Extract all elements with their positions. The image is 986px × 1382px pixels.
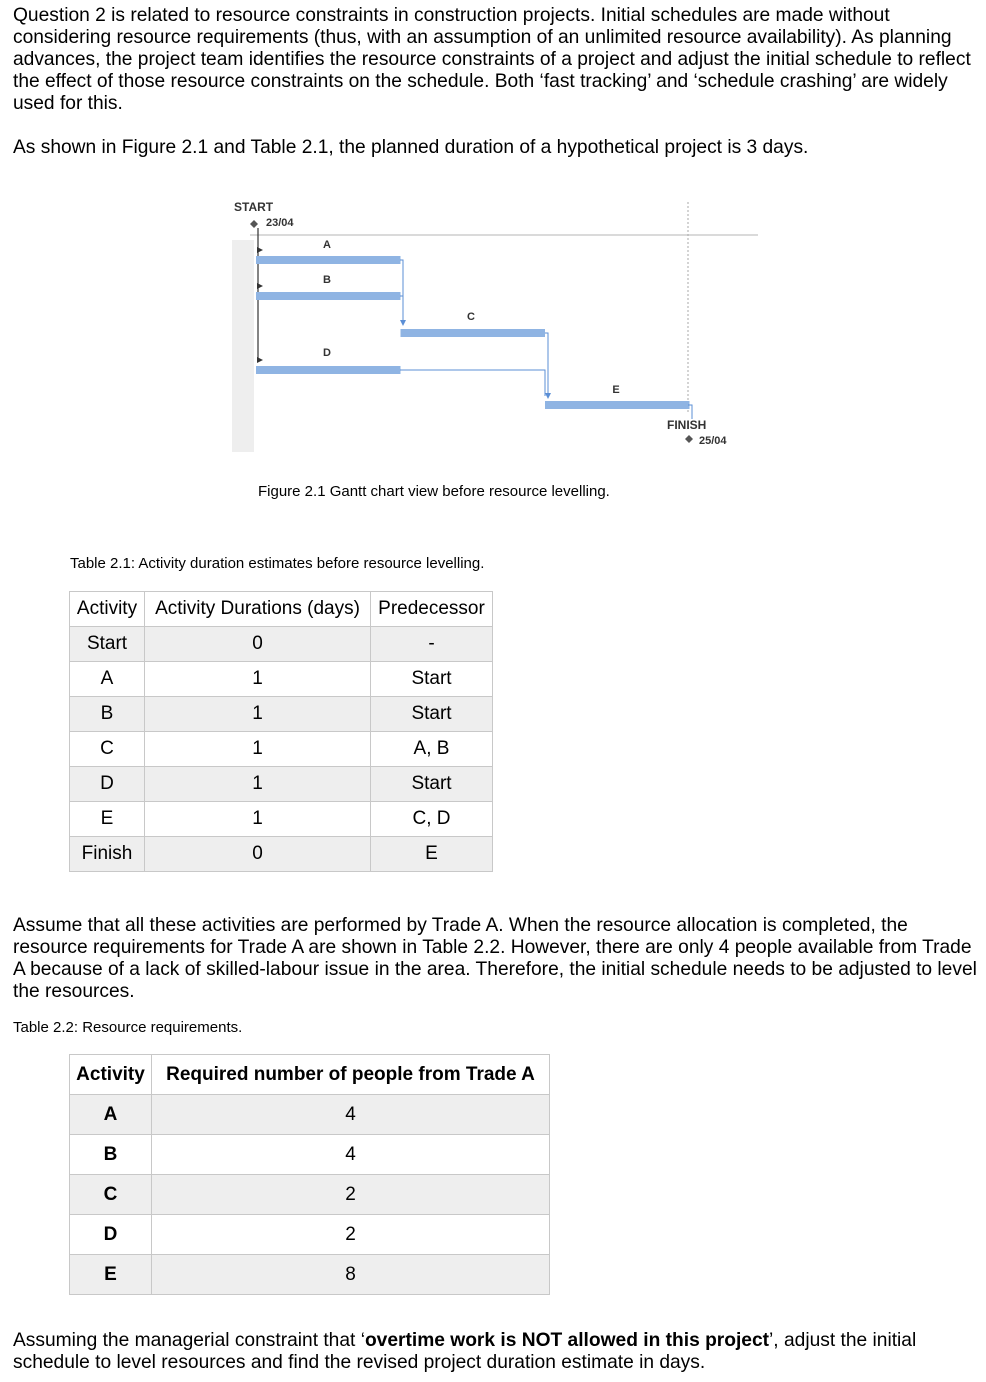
table-cell: D	[70, 767, 145, 802]
start-column-shade	[232, 240, 254, 452]
table-cell: 0	[145, 627, 371, 662]
start-milestone-icon	[250, 220, 258, 228]
link-d-e	[400, 370, 545, 396]
finish-label: FINISH	[667, 418, 707, 432]
table-cell: Start	[371, 767, 493, 802]
task-label-c: C	[467, 311, 475, 323]
table-row	[70, 767, 493, 802]
table-cell: B	[70, 697, 145, 732]
table-cell: E	[70, 1255, 152, 1295]
table-row	[70, 1215, 550, 1255]
table-cell: D	[70, 1215, 152, 1255]
start-label: START	[234, 200, 274, 214]
table2-header-required: Required number of people from Trade A	[152, 1055, 550, 1095]
gantt-bar-e	[545, 401, 690, 409]
table-cell: B	[70, 1135, 152, 1175]
table-row	[70, 802, 493, 837]
final-text-after: ’, adjust the initial schedule to level resources and find the revised project duration estimate in days.	[13, 1330, 917, 1373]
task-label-d: D	[323, 347, 331, 359]
table-cell: 1	[145, 697, 371, 732]
table-row	[70, 627, 493, 662]
final-question	[13, 1330, 978, 1374]
gantt-chart	[0, 190, 986, 490]
activity-duration-table	[69, 591, 493, 872]
table-cell: A	[70, 662, 145, 697]
figure-caption: Figure 2.1 Gantt chart view before resource levelling.	[258, 483, 610, 500]
table-cell: A, B	[371, 732, 493, 767]
table-row	[70, 837, 493, 872]
table-row	[70, 1175, 550, 1215]
table-row	[70, 1255, 550, 1295]
table-cell: E	[371, 837, 493, 872]
table-cell: E	[70, 802, 145, 837]
final-text-bold: overtime work is NOT allowed in this project	[364, 1330, 770, 1351]
table-cell: 4	[152, 1095, 550, 1135]
table-cell: Start	[70, 627, 145, 662]
table-cell: 1	[145, 767, 371, 802]
table-cell: C	[70, 1175, 152, 1215]
gantt-bar-a	[256, 256, 401, 264]
table-cell: 2	[152, 1215, 550, 1255]
gantt-bar-d	[256, 366, 401, 374]
finish-date: 25/04	[699, 435, 727, 447]
task-label-a: A	[323, 239, 331, 251]
table-cell: Finish	[70, 837, 145, 872]
table-cell: 1	[145, 662, 371, 697]
table2-caption: Table 2.2: Resource requirements.	[13, 1019, 243, 1036]
table-row	[70, 697, 493, 732]
task-label-e: E	[612, 384, 620, 396]
table-cell: C, D	[371, 802, 493, 837]
table-row	[70, 1095, 550, 1135]
table-row	[70, 1135, 550, 1175]
gantt-bar-b	[256, 292, 401, 300]
resource-requirements-table	[69, 1054, 550, 1295]
table-cell: 0	[145, 837, 371, 872]
intro-paragraph: Question 2 is related to resource constraints in construction projects. Initial schedules are made without considering resource requirements (thus, with an assumption of an unlimited resource availability). As planning advances, the project team identifies the resource constraints of a project and adjust the initial schedule to reflect the effect of those resource constraints on the schedule. Both ‘fast tracking’ and ‘schedule crashing’ are widely used for this.	[13, 5, 971, 114]
finish-milestone-icon	[685, 435, 693, 443]
table-cell: Start	[371, 697, 493, 732]
start-date: 23/04	[266, 217, 294, 229]
table-cell: 4	[152, 1135, 550, 1175]
table-cell: 1	[145, 732, 371, 767]
table1-header-duration: Activity Durations (days)	[145, 592, 371, 627]
link-a-c	[400, 260, 403, 323]
table-row	[70, 732, 493, 767]
table1-header-predecessor: Predecessor	[371, 592, 493, 627]
gantt-bar-c	[401, 329, 546, 337]
table2-header-activity: Activity	[70, 1055, 152, 1095]
project-duration-statement: As shown in Figure 2.1 and Table 2.1, the planned duration of a hypothetical project is 3 days.	[13, 137, 809, 158]
table1-header-activity: Activity	[70, 592, 145, 627]
table1-caption: Table 2.1: Activity duration estimates before resource levelling.	[70, 555, 485, 572]
table-cell: Start	[371, 662, 493, 697]
final-text-before: Assuming the managerial constraint that ‘	[13, 1330, 365, 1351]
table-cell: -	[371, 627, 493, 662]
table-cell: 1	[145, 802, 371, 837]
table-cell: 2	[152, 1175, 550, 1215]
table-cell: C	[70, 732, 145, 767]
resource-paragraph: Assume that all these activities are performed by Trade A. When the resource allocation is completed, the resource requirements for Trade A are shown in Table 2.2. However, there are only 4 people available from Trade A because of a lack of skilled-labour issue in the area. Therefore, the initial schedule needs to be adjusted to level the resources.	[13, 915, 977, 1002]
task-label-b: B	[323, 274, 331, 286]
table-row	[70, 662, 493, 697]
table-cell: 8	[152, 1255, 550, 1295]
table-cell: A	[70, 1095, 152, 1135]
